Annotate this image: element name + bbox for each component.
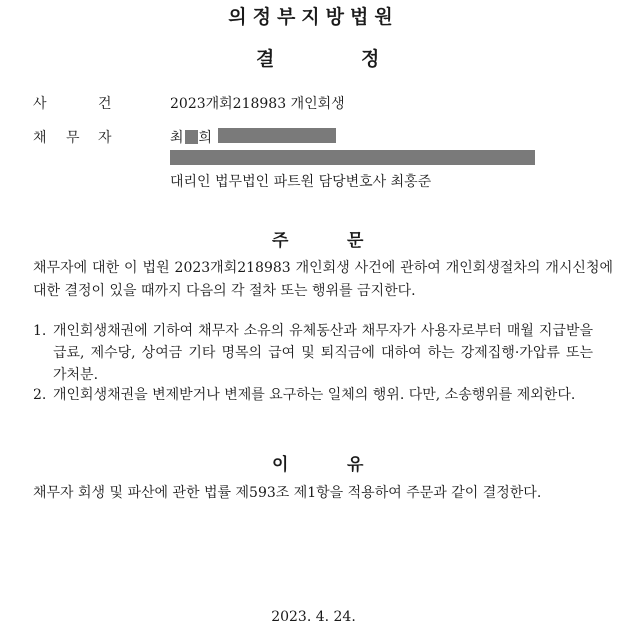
debtor-agent: 대리인 법무법인 파트원 담당변호사 최홍준 <box>170 174 432 190</box>
id-redaction <box>218 128 336 143</box>
order-item-text: 개인회생채권을 변제받거나 변제를 요구하는 일체의 행위. 다만, 소송행위를 제외한다. <box>53 387 576 403</box>
doc-type-left: 결 <box>256 48 275 70</box>
case-number: 2023개회218983 개인회생 <box>170 96 345 112</box>
reason-heading-left: 이 <box>272 455 289 475</box>
reason-text: 채무자 회생 및 파산에 관한 법률 제593조 제1항을 적용하여 주문과 같이 결정한다. <box>33 485 542 501</box>
court-name: 의정부지방법원 <box>228 6 399 28</box>
order-intro: 채무자에 대한 이 법원 2023개회218983 개인회생 사건에 관하여 개인회생절차의 개시신청에 대한 결정이 있을 때까지 다음의 각 절차 또는 행위를 금지한다. <box>33 260 613 299</box>
debtor-name-first: 최 <box>170 130 184 146</box>
order-item-number: 1. <box>33 323 47 339</box>
order-heading-right: 문 <box>347 231 364 251</box>
debtor-name-last: 희 <box>198 130 213 146</box>
debtor-name <box>170 127 212 147</box>
doc-type-right: 정 <box>361 48 380 70</box>
name-redaction <box>185 130 198 144</box>
decision-date: 2023. 4. 24. <box>271 609 356 625</box>
order-item-2 <box>33 384 593 406</box>
order-item-1 <box>33 320 593 386</box>
order-heading-left: 주 <box>272 231 289 251</box>
reason-heading-right: 유 <box>347 455 364 475</box>
order-item-number: 2. <box>33 387 47 403</box>
address-redaction <box>170 150 535 165</box>
order-item-text: 개인회생채권에 기하여 채무자 소유의 유체동산과 채무자가 사용자로부터 매월 지급받을 급료, 제수당, 상여금 기타 명목의 급여 및 퇴직금에 대하여 하는 강제집행·가압류 또는 가처분. <box>53 323 593 383</box>
